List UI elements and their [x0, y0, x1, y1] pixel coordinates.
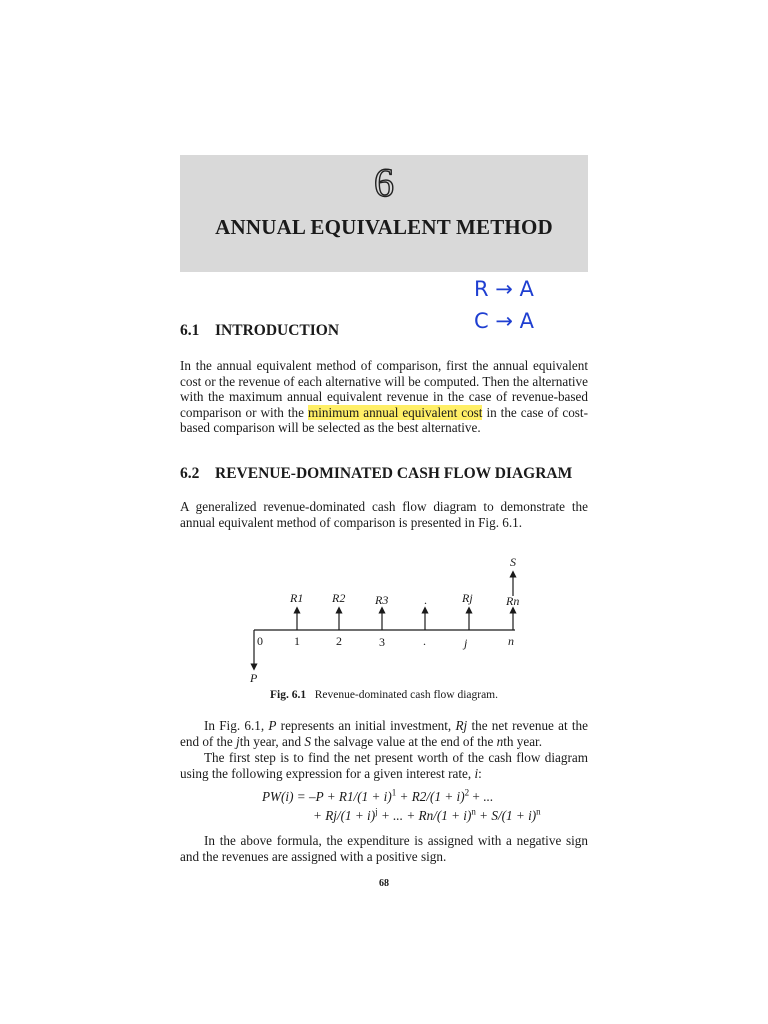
- chapter-number: 6: [374, 160, 394, 205]
- text-run: the salvage value at the end of the: [310, 733, 497, 749]
- text-run: i: [474, 765, 479, 781]
- formula-line-1: [262, 789, 493, 805]
- text-run: P: [268, 718, 277, 733]
- annotation-line-2: C → A: [474, 309, 534, 333]
- chapter-header: [180, 155, 588, 272]
- text-run: the net revenue at the end of the: [180, 718, 588, 749]
- exponent: 2: [464, 787, 470, 798]
- period-label: 1: [294, 634, 300, 648]
- first-step-paragraph: [180, 750, 588, 781]
- text-run: th year.: [503, 733, 543, 749]
- formula-line-2: [313, 808, 541, 824]
- caption-number: Fig. 6.1: [269, 689, 307, 701]
- period-label: j: [464, 636, 468, 650]
- formula-term: + S/(1 + i): [475, 808, 537, 823]
- exponent: 1: [391, 787, 397, 798]
- revenue-label: R2: [332, 591, 346, 605]
- period-label: 3: [379, 635, 385, 649]
- section-number: 6.2: [180, 465, 200, 482]
- text-run: Rj: [455, 718, 468, 733]
- revenue-label: R1: [290, 591, 304, 605]
- section-number: 6.1: [180, 322, 200, 339]
- cash-flow-diagram: [240, 552, 540, 687]
- text-run: n: [496, 733, 504, 749]
- section-heading-introduction: [180, 322, 339, 340]
- exponent: n: [471, 806, 476, 817]
- paragraph-text: in the case of cost-based comparison will be selected as the best alternative.: [180, 404, 588, 436]
- formula-term: + ... + Rn/(1 + i): [377, 808, 472, 823]
- revenue-label: R3: [375, 593, 389, 607]
- investment-label: P: [250, 671, 258, 685]
- period-label: n: [508, 634, 514, 648]
- text-run: :: [478, 765, 482, 781]
- formula-term: + Rj/(1 + i): [313, 808, 376, 823]
- formula-term: + ...: [469, 789, 494, 804]
- period-label: 0: [257, 634, 263, 648]
- formula-term: = –P + R1/(1 + i): [293, 789, 392, 804]
- text-run: j: [236, 733, 240, 749]
- formula-term: + R2/(1 + i): [396, 789, 465, 804]
- chapter-title: ANNUAL EQUIVALENT METHOD: [215, 215, 553, 239]
- revenue-label: Rn: [506, 594, 520, 608]
- explanation-paragraph: [180, 718, 588, 749]
- annotation-line-1: R → A: [474, 277, 534, 301]
- period-label: .: [423, 634, 426, 648]
- text-run: represents an initial investment,: [276, 718, 456, 733]
- paragraph-text: In the annual equivalent method of comparison, first the annual equivalent cost or the revenue of each alternative will be computed. Then the alternative with the maximum annual equivalent revenue in the case of revenue-based comparison or with the: [180, 358, 588, 420]
- text-run: The first step is to find the net present worth of the cash flow diagram using the following expression for a given interest rate,: [180, 750, 588, 781]
- caption-text: Revenue-dominated cash flow diagram.: [314, 689, 499, 701]
- formula-lhs: PW(i): [262, 789, 294, 804]
- sign-convention-paragraph: In the above formula, the expenditure is assigned with a negative sign and the revenues are assigned with a positive sign.: [180, 833, 588, 864]
- section-heading-cash-flow: [180, 465, 572, 483]
- text-run: th year, and: [239, 733, 305, 749]
- introduction-paragraph: [180, 358, 588, 436]
- period-label: 2: [336, 634, 342, 648]
- exponent: n: [536, 806, 541, 817]
- revenue-label: Rj: [462, 591, 473, 605]
- salvage-label: S: [510, 555, 516, 569]
- text-run: S: [304, 733, 311, 749]
- figure-caption: [0, 689, 768, 701]
- section-title: REVENUE-DOMINATED CASH FLOW DIAGRAM: [215, 465, 573, 482]
- section-title: INTRODUCTION: [215, 322, 340, 339]
- revenue-label: .: [424, 593, 427, 607]
- highlighted-text: minimum annual equivalent cost: [307, 404, 483, 420]
- exponent: j: [375, 806, 378, 817]
- cash-flow-paragraph: A generalized revenue-dominated cash flow diagram to demonstrate the annual equivalent method of comparison is presented in Fig. 6.1.: [180, 499, 588, 530]
- page-number: 68: [379, 878, 389, 889]
- handwritten-annotation: [470, 272, 550, 338]
- text-run: In Fig. 6.1,: [204, 718, 269, 733]
